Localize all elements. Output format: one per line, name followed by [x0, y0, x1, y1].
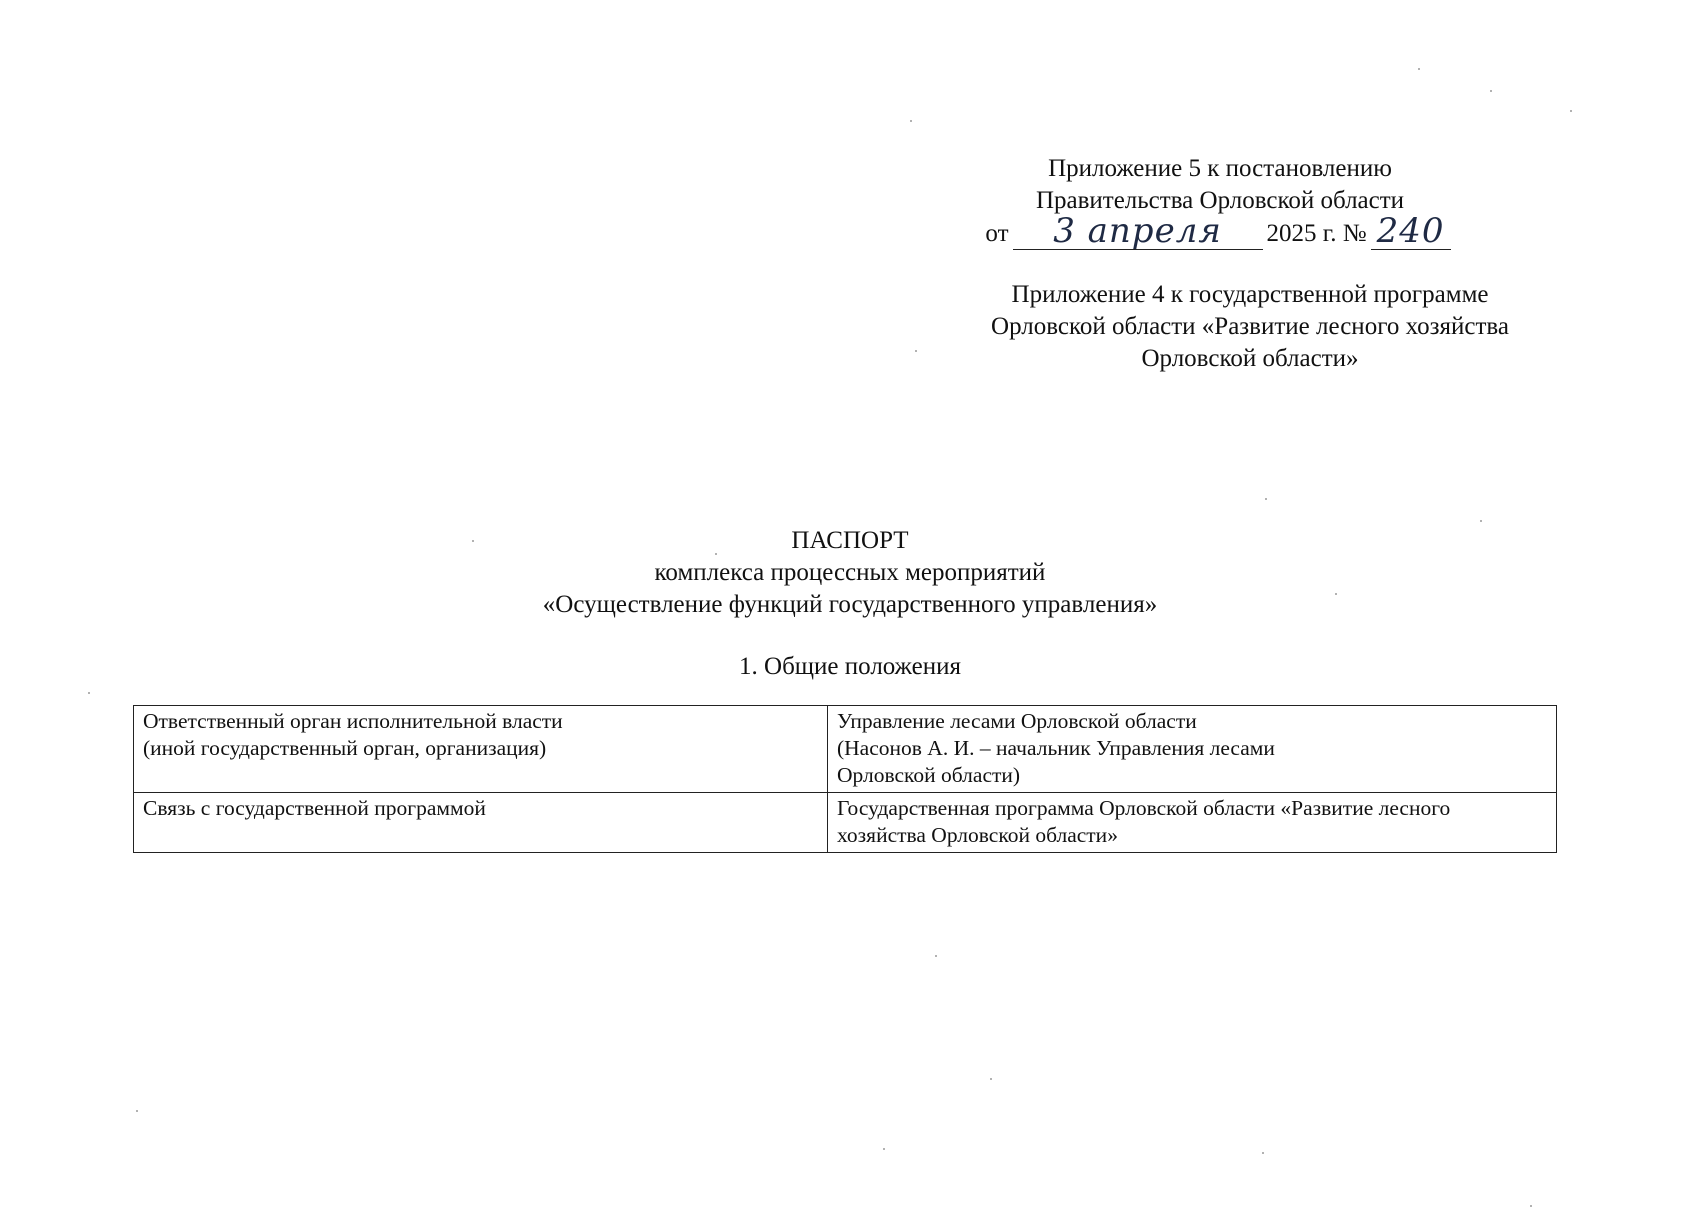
scan-speck [1335, 593, 1337, 595]
date-fill-line [1013, 211, 1263, 251]
scan-speck [883, 1148, 885, 1150]
scan-speck [915, 350, 917, 352]
passport-subtitle: комплекса процессных мероприятий [654, 559, 1046, 586]
table-cell-label [134, 706, 828, 793]
appendix-5-header [960, 153, 1480, 250]
cell-line: Связь с государственной программой [143, 796, 486, 820]
cell-line: (иной государственный орган, организация) [143, 736, 547, 760]
resolution-date-row [960, 211, 1480, 251]
table-row [134, 706, 1557, 793]
section-heading [500, 651, 1200, 683]
handwritten-date: 3 апреля [1053, 211, 1222, 251]
scan-speck [472, 540, 474, 542]
scan-speck [1418, 68, 1420, 70]
number-fill-line [1371, 211, 1451, 251]
appendix-5-line-1: Приложение 5 к постановлению [1048, 155, 1392, 182]
table-cell-label [134, 793, 828, 853]
scan-speck [1570, 110, 1572, 112]
passport-title-block [400, 525, 1300, 621]
scan-speck [910, 120, 912, 122]
scan-speck [935, 955, 937, 957]
scan-speck [1265, 498, 1267, 500]
table-cell-value [828, 706, 1557, 793]
cell-line: Управление лесами Орловской области [837, 709, 1197, 733]
section-heading-text: 1. Общие положения [739, 653, 961, 680]
appendix-5-line-2: Правительства Орловской области [1035, 187, 1405, 214]
scan-speck [715, 553, 717, 555]
scan-speck [1262, 1152, 1264, 1154]
cell-line: Орловской области) [837, 763, 1021, 787]
year-number-label: 2025 г. № [1266, 220, 1367, 247]
handwritten-number: 240 [1376, 211, 1445, 251]
scan-speck [1490, 90, 1492, 92]
scan-speck [1480, 520, 1482, 522]
scan-speck [88, 692, 90, 694]
cell-line: Государственная программа Орловской области «Развитие лесного [837, 796, 1451, 820]
passport-title: ПАСПОРТ [791, 527, 909, 554]
appendix-4-line-3: Орловской области» [1141, 345, 1359, 372]
appendix-4-line-2: Орловской области «Развитие лесного хозяйства [991, 313, 1509, 340]
date-prefix: от [985, 220, 1009, 247]
scan-speck [136, 1110, 138, 1112]
cell-line: (Насонов А. И. – начальник Управления лесами [837, 736, 1275, 760]
appendix-4-line-1: Приложение 4 к государственной программе [1011, 281, 1489, 308]
scan-speck [990, 1078, 992, 1080]
cell-line: Ответственный орган исполнительной власти [143, 709, 563, 733]
table-row [134, 793, 1557, 853]
appendix-4-header [930, 279, 1570, 375]
general-provisions-table [133, 705, 1557, 853]
cell-line: хозяйства Орловской области» [837, 823, 1118, 847]
passport-name: «Осуществление функций государственного управления» [542, 591, 1158, 618]
table-cell-value [828, 793, 1557, 853]
